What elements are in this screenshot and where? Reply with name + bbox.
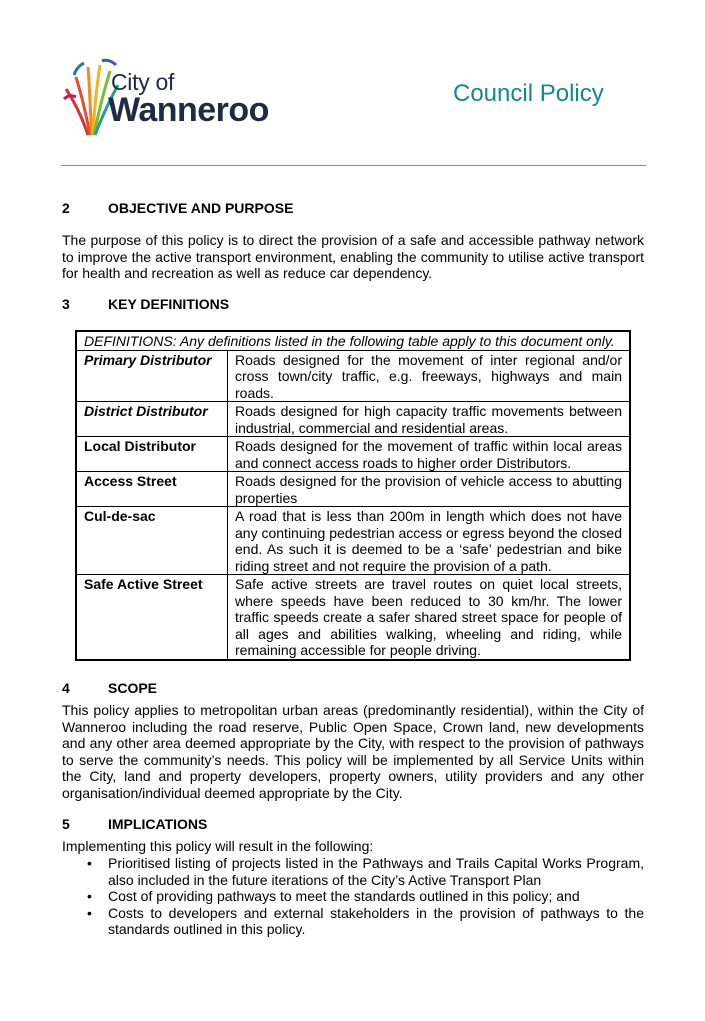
list-item <box>84 855 644 888</box>
definition-text: Roads designed for high capacity traffic movements between industrial, commercial and residential areas. <box>228 402 631 437</box>
table-row <box>76 472 630 507</box>
table-row <box>76 350 630 402</box>
list-item-text: Prioritised listing of projects listed in the Pathways and Trails Capital Works Program, also included in the future iterations of the City’s Active Transport Plan <box>108 855 644 888</box>
table-row <box>76 437 630 472</box>
definitions-table <box>75 330 631 661</box>
definition-text: Roads designed for the provision of vehicle access to abutting properties <box>228 472 631 507</box>
definitions-intro: DEFINITIONS: Any definitions listed in the following table apply to this document only. <box>76 331 630 350</box>
logo-text-city-of: City of <box>111 69 175 95</box>
section-title: KEY DEFINITIONS <box>108 296 230 312</box>
section-title: IMPLICATIONS <box>108 816 208 832</box>
header-divider <box>61 165 646 166</box>
section-title: OBJECTIVE AND PURPOSE <box>108 200 294 216</box>
list-item-text: Costs to developers and external stakeholders in the provision of pathways to the standards outlined in this policy. <box>108 904 644 937</box>
table-row <box>76 507 630 575</box>
list-item <box>84 888 644 905</box>
section-number: 5 <box>62 816 70 832</box>
definition-text: Roads designed for the movement of inter regional and/or cross town/city traffic, e.g. freeways, highways and main roads. <box>228 350 631 402</box>
document-type-title: Council Policy <box>453 80 604 107</box>
definition-text: A road that is less than 200m in length which does not have any continuing pedestrian access or egress beyond the closed end. As such it is deemed to be a ‘safe’ pedestrian and bike riding street and not require the provision of a path. <box>228 507 631 575</box>
table-row <box>76 575 630 660</box>
section-heading-objective <box>62 200 293 216</box>
definitions-intro-row <box>76 331 630 350</box>
bullet-icon: • <box>87 855 92 871</box>
scope-paragraph: This policy applies to metropolitan urban areas (predominantly residential), within the City of Wanneroo including the road reserve, Public Open Space, Crown land, new developments and any other area deemed appropriate by the City, with respect to the provision of pathways to serve the community’s needs. This policy will be implemented by all Service Units within the City, land and property developers, property owners, utility providers and any other organisation/individual deemed appropriate by the City. <box>62 702 644 801</box>
table-row <box>76 402 630 437</box>
section-heading-implications <box>62 816 207 832</box>
definition-text: Safe active streets are travel routes on quiet local streets, where speeds have been reduced to 30 km/hr. The lower traffic speeds create a safer shared street space for people of all ages and abilities walking, wheeling and riding, while remaining accessible for people driving. <box>228 575 631 660</box>
section-number: 4 <box>62 680 70 696</box>
definition-term: District Distributor <box>76 402 228 437</box>
section-number: 2 <box>62 200 70 216</box>
objective-paragraph: The purpose of this policy is to direct the provision of a safe and accessible pathway network to improve the active transport environment, enabling the community to utilise active transport for health and recreation as well as reduce car dependency. <box>62 232 644 281</box>
definition-term: Local Distributor <box>76 437 228 472</box>
section-heading-key-definitions <box>62 296 229 312</box>
definition-term: Access Street <box>76 472 228 507</box>
section-title: SCOPE <box>108 680 158 696</box>
implications-list <box>84 855 644 938</box>
definition-text: Roads designed for the movement of traffic within local areas and connect access roads to higher order Distributors. <box>228 437 631 472</box>
bullet-icon: • <box>87 888 92 904</box>
section-number: 3 <box>62 296 70 312</box>
list-item <box>84 905 644 938</box>
list-item-text: Cost of providing pathways to meet the standards outlined in this policy; and <box>108 888 580 904</box>
section-heading-scope <box>62 680 157 696</box>
city-of-wanneroo-logo <box>62 55 292 137</box>
logo-text-wanneroo: Wanneroo <box>108 91 269 129</box>
bullet-icon: • <box>87 904 92 921</box>
implications-intro: Implementing this policy will result in the following: <box>62 838 374 854</box>
definition-term: Cul-de-sac <box>76 507 228 575</box>
definition-term: Safe Active Street <box>76 575 228 660</box>
definition-term: Primary Distributor <box>76 350 228 402</box>
